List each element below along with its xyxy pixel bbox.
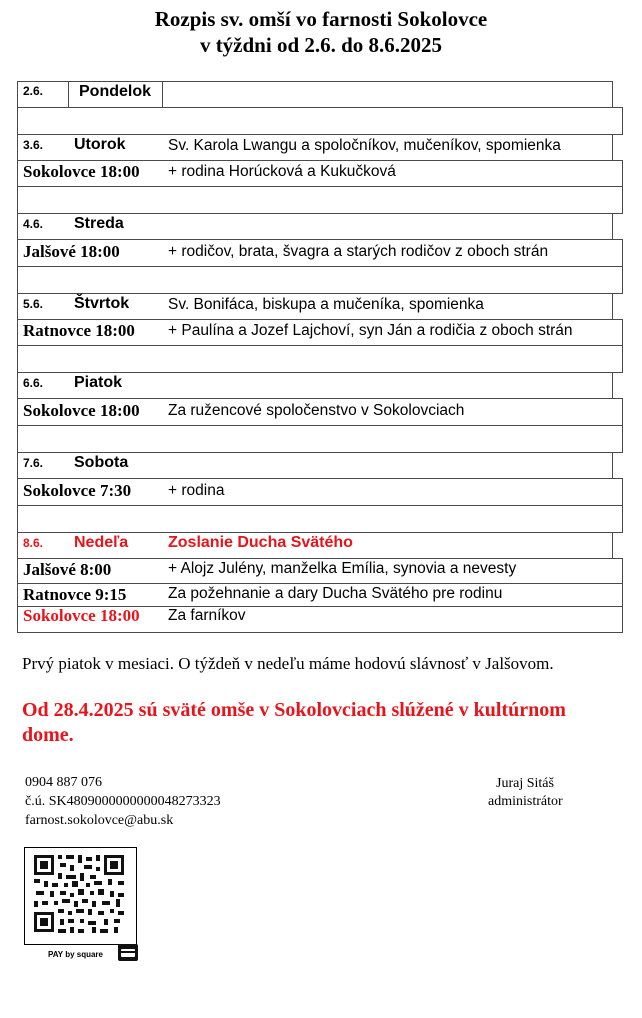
first-friday-note: Prvý piatok v mesiaci. O týždeň v nedeľu máme hodovú slávnosť v Jalšovom.	[22, 654, 554, 673]
mass-place-time: Sokolovce 18:00	[23, 401, 140, 420]
qr-code-icon	[25, 848, 135, 943]
day-name: Utorok	[74, 136, 126, 153]
day-row-monday	[17, 81, 613, 108]
day-date: 7.6.	[23, 456, 44, 470]
spacer-row	[17, 345, 623, 373]
day-row-saturday	[17, 452, 613, 479]
day-feast: Sv. Karola Lwangu a spoločníkov, mučeníkov, spomienka	[168, 137, 561, 154]
mass-intention: + rodičov, brata, švagra a starých rodičov z oboch strán	[168, 243, 549, 260]
day-row-friday	[17, 372, 613, 399]
signatory-role: administrátor	[488, 794, 563, 809]
signatory-name: Juraj Sitáš	[496, 776, 554, 791]
day-name: Nedeľa	[74, 534, 129, 551]
day-name: Pondelok	[79, 83, 152, 100]
mass-intention: Za požehnanie a dary Ducha Svätého pre rodinu	[168, 585, 503, 602]
day-date: 8.6.	[23, 536, 44, 550]
mass-intention: + rodina	[168, 482, 225, 499]
mass-intention: Za ružencové spoločenstvo v Sokolovciach	[168, 402, 465, 419]
contact-account: č.ú. SK4809000000000048273323	[25, 794, 221, 809]
announcement-note: Od 28.4.2025 sú sväté omše v Sokolovciach slúžené v kultúrnom dome.	[22, 699, 566, 746]
day-row-tuesday	[17, 134, 613, 161]
mass-place-time: Jalšové 8:00	[23, 560, 112, 579]
day-date: 5.6.	[23, 297, 44, 311]
day-row-thursday	[17, 293, 613, 320]
day-feast: Sv. Bonifáca, biskupa a mučeníka, spomienka	[168, 296, 484, 313]
day-date: 6.6.	[23, 376, 44, 390]
day-name: Streda	[74, 215, 124, 232]
mass-row	[17, 606, 623, 633]
mass-row	[17, 398, 623, 426]
mass-place-time: Sokolovce 7:30	[23, 481, 132, 500]
spacer-row	[17, 505, 623, 533]
mass-row	[17, 558, 623, 584]
day-date: 3.6.	[23, 138, 44, 152]
page-subtitle: v týždni od 2.6. do 8.6.2025	[199, 33, 443, 57]
mass-place-time: Ratnovce 9:15	[23, 585, 127, 604]
day-date: 2.6.	[23, 84, 44, 98]
pay-by-square-label: PAY by square	[48, 950, 103, 959]
mass-place-time: Sokolovce 18:00	[23, 162, 140, 181]
spacer-row	[17, 266, 623, 294]
day-row-sunday	[17, 532, 613, 559]
payment-qr-code	[24, 847, 137, 945]
card-icon	[118, 944, 138, 961]
mass-intention: + Alojz Julény, manželka Emília, synovia a nevesty	[168, 560, 517, 577]
mass-place-time: Jalšové 18:00	[23, 242, 120, 261]
spacer-row	[17, 186, 623, 214]
day-name: Sobota	[74, 454, 129, 471]
mass-place-time: Ratnovce 18:00	[23, 321, 135, 340]
contact-phone: 0904 887 076	[25, 775, 102, 790]
mass-row	[17, 583, 623, 607]
mass-intention: Za farníkov	[168, 607, 246, 624]
mass-row	[17, 319, 623, 346]
mass-row	[17, 478, 623, 506]
day-date: 4.6.	[23, 217, 44, 231]
mass-row	[17, 160, 623, 187]
day-name: Štvrtok	[74, 295, 130, 312]
mass-row	[17, 239, 623, 267]
mass-intention: + Paulína a Jozef Lajchoví, syn Ján a rodičia z oboch strán	[168, 322, 573, 339]
contact-email: farnost.sokolovce@abu.sk	[25, 813, 174, 828]
day-feast: Zoslanie Ducha Svätého	[168, 534, 353, 551]
page-title: Rozpis sv. omší vo farnosti Sokolovce	[154, 7, 488, 31]
mass-place-time: Sokolovce 18:00	[23, 606, 140, 625]
spacer-row	[17, 425, 623, 453]
day-row-wednesday	[17, 213, 613, 240]
day-name: Piatok	[74, 374, 123, 391]
mass-intention: + rodina Horúcková a Kukučková	[168, 163, 396, 180]
spacer-row	[17, 107, 623, 135]
